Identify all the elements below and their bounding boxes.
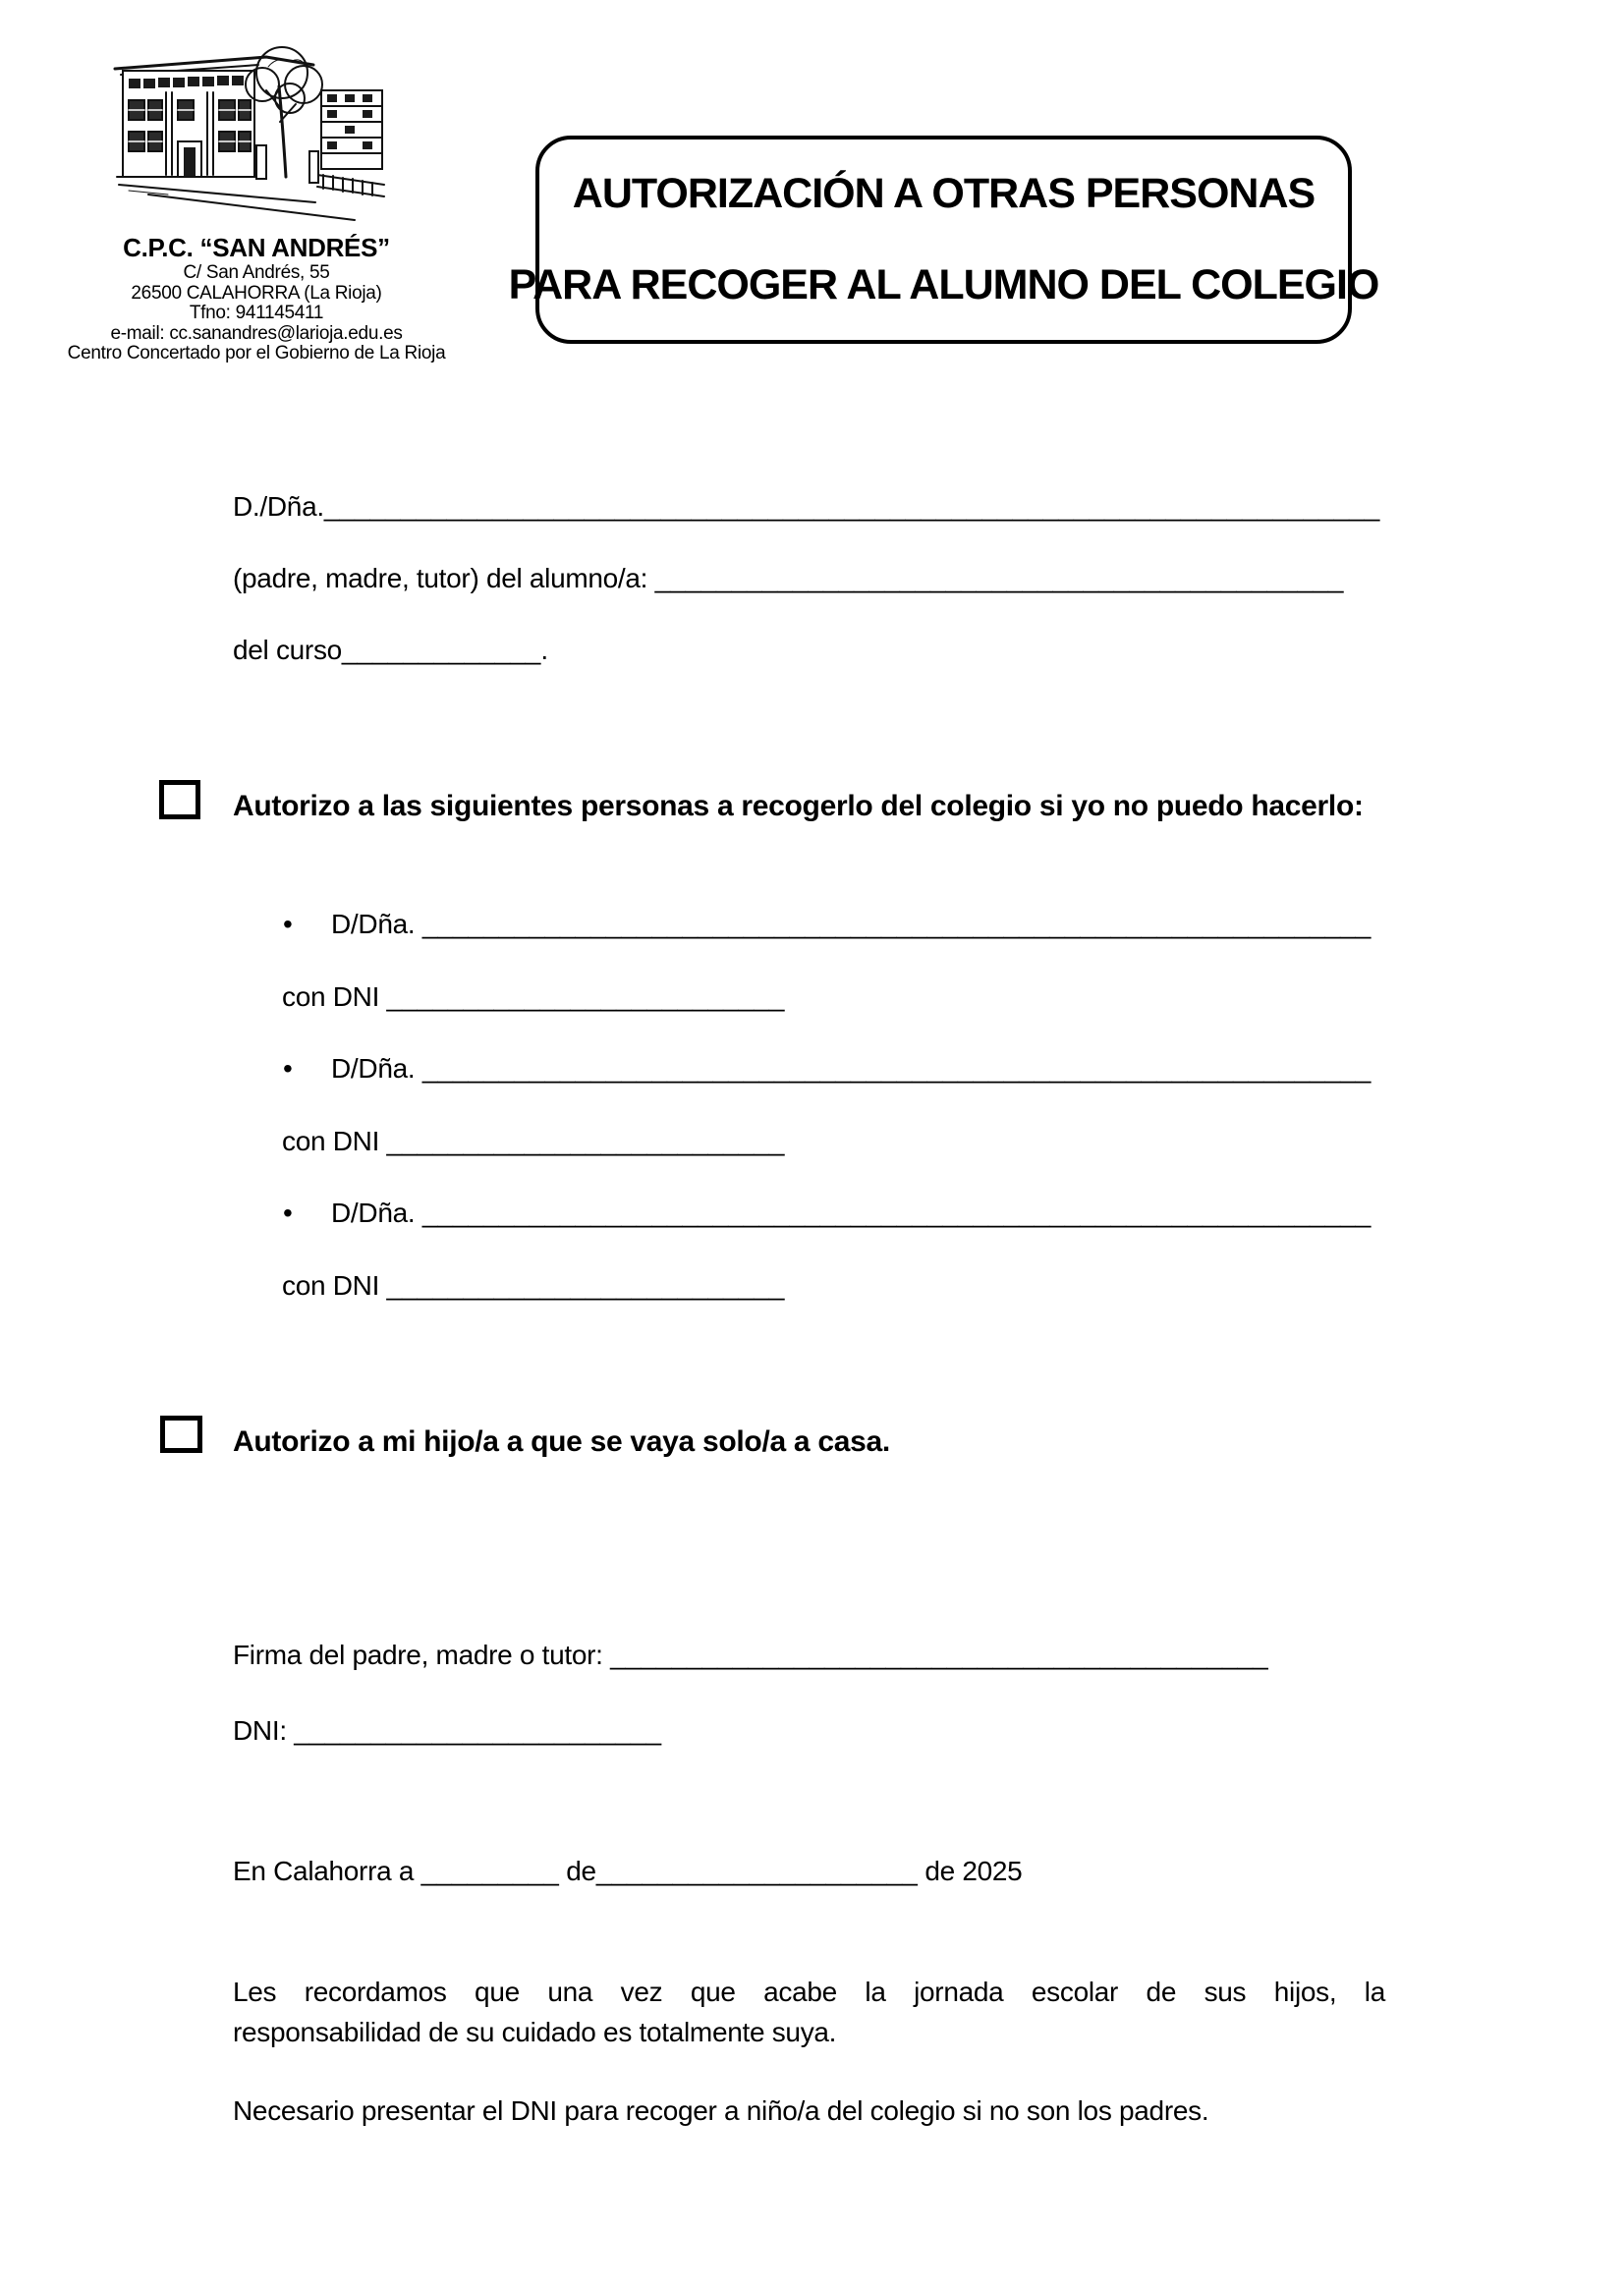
school-header — [65, 28, 448, 364]
person-1-dni-blank: __________________________ — [386, 981, 785, 1012]
person-3-dni-line — [282, 1269, 784, 1303]
school-tagline: Centro Concertado por el Gobierno de La Rioja — [67, 343, 446, 363]
school-address-city: 26500 CALAHORRA (La Rioja) — [131, 282, 382, 304]
person-1-name-line — [283, 908, 1371, 941]
course-line — [233, 634, 548, 667]
date-day-blank: _________ — [420, 1856, 559, 1886]
course-blank: _____________ — [341, 635, 541, 665]
bullet-icon: • — [283, 1198, 293, 1228]
reminder-note-line2: responsabilidad de su cuidado es totalmente suya. — [233, 2017, 837, 2047]
signature-blank: ___________________________________________ — [610, 1640, 1268, 1670]
date-line — [233, 1855, 1022, 1888]
course-label: del curso — [233, 635, 342, 665]
guardian-name-label: D./Dña. — [233, 491, 324, 522]
person-1-dni-line — [282, 980, 784, 1014]
authorize-persons-statement: Autorizo a las siguientes personas a recogerlo del colegio si yo no puedo hacerlo: — [233, 790, 1364, 822]
school-name: C.P.C. “SAN ANDRÉS” — [123, 233, 390, 262]
reminder-note-line1: Les recordamos que una vez que acabe la jornada escolar de sus hijos, la — [233, 1977, 1385, 2007]
dni-required-note: Necesario presentar el DNI para recoger a niño/a del colegio si no son los padres. — [233, 2095, 1209, 2126]
person-2-dni-line — [282, 1125, 784, 1158]
guardian-name-blank: _____________________________________________________________________ — [323, 491, 1380, 522]
course-period: . — [540, 635, 548, 665]
person-1-name-label: D/Dña. — [331, 909, 422, 939]
date-prefix: En Calahorra a — [233, 1856, 421, 1886]
person-2-name-blank: ______________________________________________________________ — [421, 1053, 1372, 1084]
form-title-line2: PARA RECOGER AL ALUMNO DEL COLEGIO — [508, 261, 1379, 308]
person-1-dni-label: con DNI — [282, 981, 387, 1012]
person-2-dni-label: con DNI — [282, 1126, 387, 1156]
form-title-box — [508, 136, 1379, 344]
person-3-name-line — [283, 1197, 1371, 1230]
form-title-line1: AUTORIZACIÓN A OTRAS PERSONAS — [572, 170, 1316, 217]
school-phone: Tfno: 941145411 — [189, 303, 324, 323]
reminder-note — [233, 1972, 1385, 2052]
school-email: e-mail: cc.sanandres@larioja.edu.es — [110, 322, 403, 344]
authorize-alone-checkbox[interactable] — [160, 1416, 202, 1453]
date-connector: de — [558, 1856, 596, 1886]
student-name-label: (padre, madre, tutor) del alumno/a: — [233, 563, 655, 593]
date-year: de 2025 — [917, 1856, 1023, 1886]
bullet-icon: • — [283, 909, 293, 939]
signer-dni-line — [233, 1714, 661, 1748]
person-2-name-line — [283, 1052, 1371, 1086]
person-3-name-blank: ______________________________________________________________ — [421, 1198, 1372, 1228]
person-3-dni-label: con DNI — [282, 1270, 387, 1301]
person-2-name-label: D/Dña. — [331, 1053, 422, 1084]
student-name-line — [233, 562, 1343, 595]
signer-dni-blank: ________________________ — [294, 1715, 662, 1746]
student-name-blank: _____________________________________________ — [654, 563, 1344, 593]
person-3-name-label: D/Dña. — [331, 1198, 422, 1228]
guardian-name-line — [233, 490, 1379, 524]
signer-dni-label: DNI: — [233, 1715, 295, 1746]
school-address-street: C/ San Andrés, 55 — [183, 262, 330, 283]
person-1-name-blank: ______________________________________________________________ — [421, 909, 1372, 939]
bullet-icon: • — [283, 1053, 293, 1084]
school-building-illustration — [109, 28, 404, 229]
date-month-blank: _____________________ — [595, 1856, 918, 1886]
person-3-dni-blank: __________________________ — [386, 1270, 785, 1301]
signature-line — [233, 1639, 1268, 1672]
authorize-alone-statement: Autorizo a mi hijo/a a que se vaya solo/a a casa. — [233, 1425, 890, 1458]
signature-label: Firma del padre, madre o tutor: — [233, 1640, 611, 1670]
authorize-persons-checkbox[interactable] — [159, 780, 200, 819]
person-2-dni-blank: __________________________ — [386, 1126, 785, 1156]
